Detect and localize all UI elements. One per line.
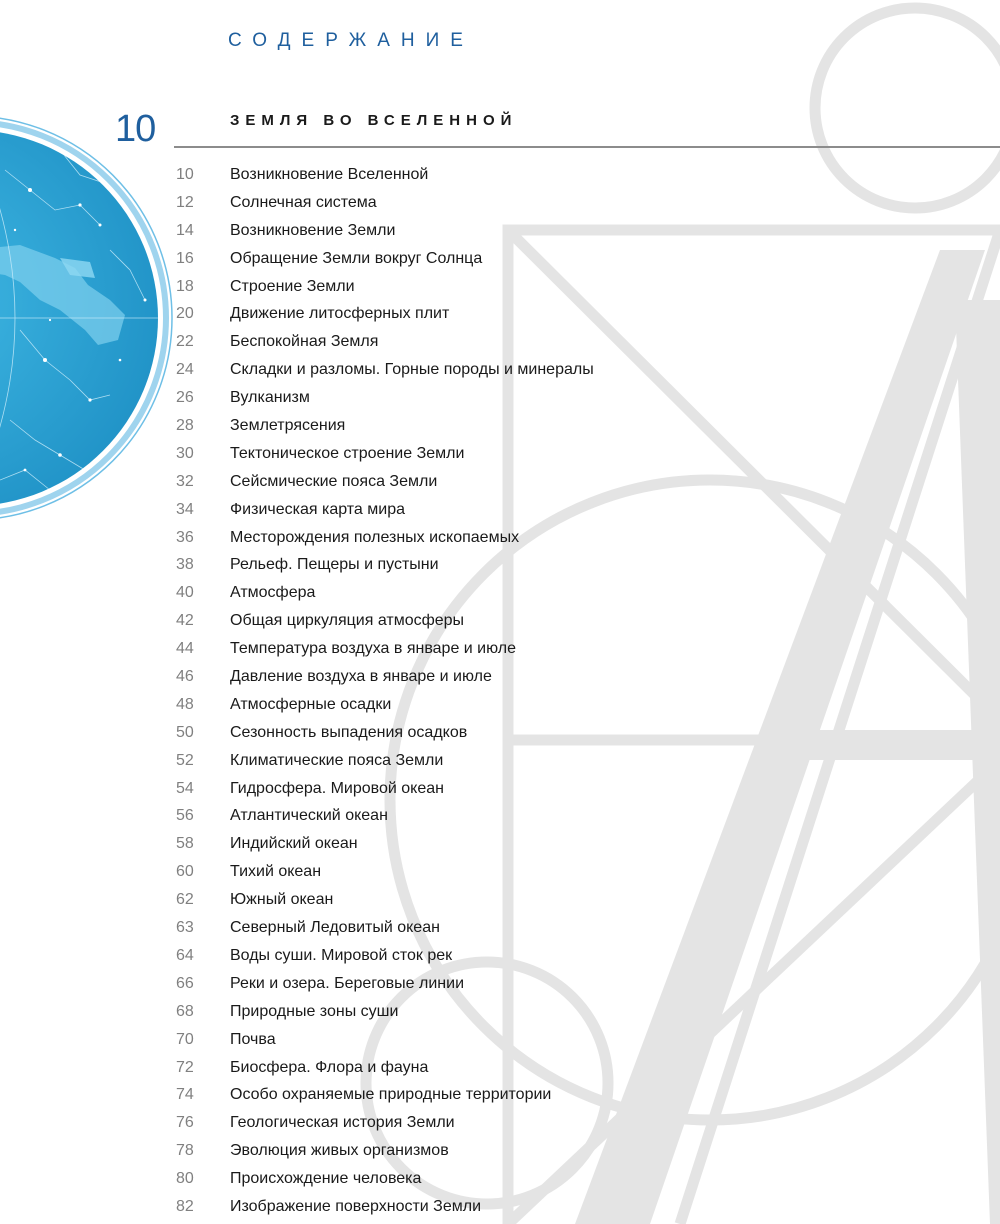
toc-entry-title: Физическая карта мира (230, 500, 405, 518)
toc-entry-title: Обращение Земли вокруг Солнца (230, 249, 483, 267)
toc-entry-title: Солнечная система (230, 193, 377, 211)
toc-entry-title: Эволюция живых организмов (230, 1142, 449, 1160)
toc-page-number: 50 (176, 723, 194, 741)
toc-entry-title: Воды суши. Мировой сток рек (230, 946, 453, 964)
toc-entry-title: Индийский океан (230, 835, 358, 853)
toc-page-number: 40 (176, 584, 194, 602)
toc-entry-title: Общая циркуляция атмосферы (230, 612, 465, 630)
toc-entry-title: Северный Ледовитый океан (230, 919, 440, 937)
toc-entry-title: Строение Земли (230, 277, 355, 295)
toc-entry-title: Рельеф. Пещеры и пустыни (230, 556, 439, 574)
toc-page-number: 12 (176, 193, 194, 211)
toc-entry-title: Биосфера. Флора и фауна (230, 1058, 429, 1076)
section-title: ЗЕМЛЯ ВО ВСЕЛЕННОЙ (230, 112, 518, 129)
toc-entry-title: Тихий океан (230, 863, 322, 881)
toc-page-number: 46 (176, 668, 194, 686)
toc-page-number: 54 (176, 779, 194, 797)
toc-page-number: 76 (176, 1114, 194, 1132)
toc-page-number: 20 (176, 305, 194, 323)
toc-page-number: 66 (176, 974, 194, 992)
toc-entry-title: Вулканизм (230, 389, 310, 407)
toc-page-number: 82 (176, 1197, 194, 1215)
toc-page-number: 28 (176, 417, 194, 435)
toc-entry-title: Тектоническое строение Земли (230, 444, 465, 462)
toc-page-number: 42 (176, 612, 194, 630)
toc-entry-title: Природные зоны суши (230, 1002, 399, 1020)
toc-page-number: 22 (176, 333, 194, 351)
toc-entry-title: Сезонность выпадения осадков (230, 723, 468, 741)
toc-page-number: 16 (176, 249, 194, 267)
toc-entry-title: Температура воздуха в январе и июле (230, 640, 516, 658)
toc-page-number: 62 (176, 891, 194, 909)
toc-page-number: 18 (176, 277, 194, 295)
toc-page-number: 60 (176, 863, 194, 881)
toc-entry-title: Складки и разломы. Горные породы и минералы (230, 361, 594, 379)
toc-entry-title: Происхождение человека (230, 1170, 422, 1188)
toc-entry-title: Почва (230, 1030, 276, 1048)
toc-page-number: 14 (176, 221, 194, 239)
toc-page-number: 74 (176, 1086, 194, 1104)
toc-entry-title: Гидросфера. Мировой океан (230, 779, 444, 797)
toc-entry-title: Возникновение Земли (230, 221, 396, 239)
toc-entry-title: Изображение поверхности Земли (230, 1197, 482, 1215)
toc-entry-title: Южный океан (230, 891, 334, 909)
toc-page-number: 26 (176, 389, 194, 407)
toc-entry-title: Давление воздуха в январе и июле (230, 668, 492, 686)
toc-page-number: 44 (176, 640, 194, 658)
toc-page-number: 24 (176, 361, 194, 379)
toc-entry-title: Атмосферные осадки (230, 695, 392, 713)
toc-page-number: 70 (176, 1030, 194, 1048)
toc-page-number: 36 (176, 528, 194, 546)
toc-page-number: 32 (176, 472, 194, 490)
toc-page-number: 56 (176, 807, 194, 825)
toc-entry-title: Беспокойная Земля (230, 333, 379, 351)
toc-page-number: 34 (176, 500, 194, 518)
toc-entry-title: Особо охраняемые природные территории (230, 1086, 552, 1104)
toc-entry-title: Сейсмические пояса Земли (230, 472, 438, 490)
toc-entry-title: Атлантический океан (230, 807, 388, 825)
toc-entry-title: Климатические пояса Земли (230, 751, 444, 769)
toc-page-number: 52 (176, 751, 194, 769)
toc-page-number: 78 (176, 1142, 194, 1160)
toc-entry-title: Месторождения полезных ископаемых (230, 528, 520, 546)
toc-entry-title: Движение литосферных плит (230, 305, 450, 323)
toc-page-number: 30 (176, 444, 194, 462)
toc-entry-title: Атмосфера (230, 584, 316, 602)
toc-entry-title: Реки и озера. Береговые линии (230, 974, 464, 992)
toc-page-number: 58 (176, 835, 194, 853)
toc-page-number: 80 (176, 1170, 194, 1188)
toc-page-number: 10 (176, 166, 194, 183)
toc-entry-title: Геологическая история Земли (230, 1114, 455, 1132)
page-title: СОДЕРЖАНИЕ (228, 30, 474, 51)
toc-page-number: 63 (176, 919, 194, 937)
section-number: 10 (115, 108, 156, 150)
section-divider (174, 146, 1000, 148)
toc-page-number: 68 (176, 1002, 194, 1020)
toc-page-number: 72 (176, 1058, 194, 1076)
toc-page-number: 48 (176, 695, 194, 713)
toc-entry-title: Землетрясения (230, 417, 346, 435)
toc-page-number: 38 (176, 556, 194, 574)
toc-entry-title: Возникновение Вселенной (230, 166, 429, 183)
toc-page-number: 64 (176, 946, 194, 964)
